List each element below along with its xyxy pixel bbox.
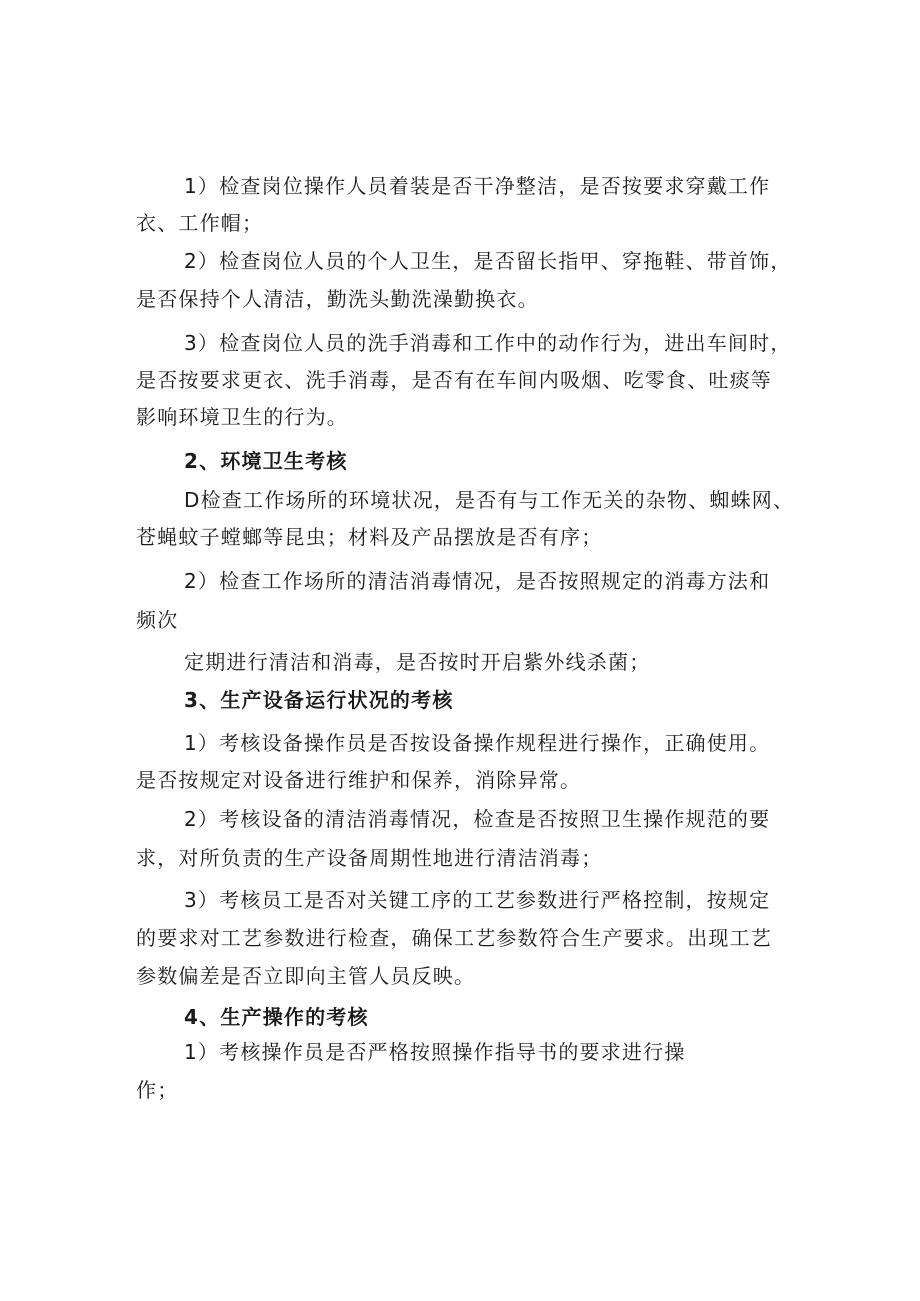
paragraph-line: 3）检查岗位人员的洗手消毒和工作中的动作行为，进出车间时， — [184, 331, 792, 355]
paragraph-line: 2）考核设备的清洁消毒情况，检查是否按照卫生操作规范的要 — [184, 807, 771, 831]
paragraph-line: 1）考核操作员是否严格按照操作指导书的要求进行操 — [184, 1040, 686, 1064]
paragraph-line: 定期进行清洁和消毒，是否按时开启紫外线杀菌； — [184, 650, 651, 674]
paragraph-line: 苍蝇蚊子螳螂等昆虫；材料及产品摆放是否有序； — [136, 525, 603, 549]
paragraph-line: 3）考核员工是否对关键工序的工艺参数进行严格控制，按规定 — [184, 888, 771, 912]
paragraph-line: 衣、工作帽； — [136, 211, 264, 235]
paragraph-line: 2）检查工作场所的清洁消毒情况，是否按照规定的消毒方法和 — [184, 569, 771, 593]
section-heading: 4、生产操作的考核 — [184, 1005, 369, 1029]
paragraph-line: 是否保持个人清洁，勤洗头勤洗澡勤换衣。 — [136, 287, 539, 311]
paragraph-line: D检查工作场所的环境状况，是否有与工作无关的杂物、蜘蛛网、 — [184, 488, 795, 512]
section-heading: 3、生产设备运行状况的考核 — [184, 688, 454, 712]
paragraph-line: 频次 — [136, 608, 179, 632]
paragraph-line: 求，对所负责的生产设备周期性地进行清洁消毒； — [136, 846, 603, 870]
paragraph-line: 1）检查岗位操作人员着装是否干净整洁，是否按要求穿戴工作 — [184, 174, 771, 198]
paragraph-line: 的要求对工艺参数进行检查，确保工艺参数符合生产要求。出现工艺 — [136, 926, 772, 950]
paragraph-line: 参数偏差是否立即向主管人员反映。 — [136, 964, 476, 988]
paragraph-line: 1）考核设备操作员是否按设备操作规程进行操作，正确使用。 — [184, 731, 771, 755]
paragraph-line: 是否按要求更衣、洗手消毒，是否有在车间内吸烟、吃零食、吐痰等 — [136, 368, 772, 392]
paragraph-line: 是否按规定对设备进行维护和保养，消除异常。 — [136, 768, 582, 792]
section-heading: 2、环境卫生考核 — [184, 449, 348, 473]
paragraph-line: 2）检查岗位人员的个人卫生，是否留长指甲、穿拖鞋、带首饰， — [184, 249, 792, 273]
paragraph-line: 影响环境卫生的行为。 — [136, 405, 348, 429]
paragraph-line: 作； — [136, 1078, 179, 1102]
